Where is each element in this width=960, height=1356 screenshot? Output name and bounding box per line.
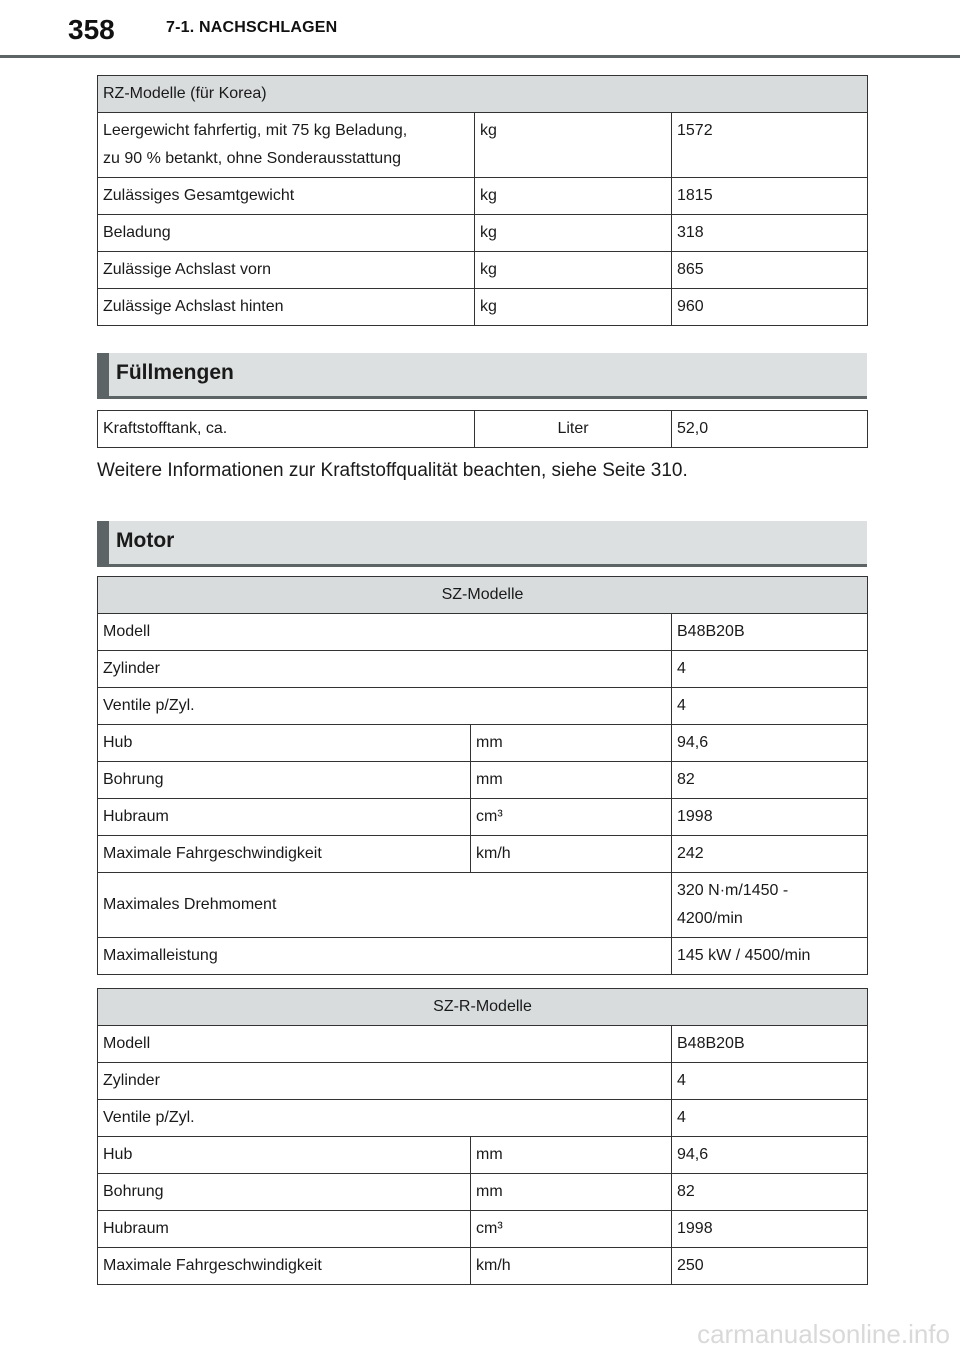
section-title: Motor	[116, 529, 175, 552]
table-cell-label: Maximale Fahrgeschwindigkeit	[98, 836, 471, 873]
table-header-row	[98, 577, 868, 614]
table-header: RZ-Modelle (für Korea)	[98, 76, 868, 113]
sz-engine-table	[97, 576, 868, 975]
section-accent-bar	[97, 521, 109, 564]
chapter-title: 7-1. NACHSCHLAGEN	[166, 19, 338, 36]
table-cell-label: Zylinder	[98, 651, 672, 688]
table-cell-value: 94,6	[672, 1137, 868, 1174]
table-cell-unit: km/h	[471, 1248, 672, 1285]
table-row	[98, 1211, 868, 1248]
table-row	[98, 113, 868, 178]
table-cell-value: 1998	[672, 1211, 868, 1248]
table-cell-label: Modell	[98, 614, 672, 651]
table-cell-value: 4	[672, 688, 868, 725]
table-cell-label: Hub	[98, 725, 471, 762]
table-cell-unit: mm	[471, 1137, 672, 1174]
table-cell-label: Beladung	[98, 215, 475, 252]
table-cell-label: Hubraum	[98, 1211, 471, 1248]
table-cell-unit: kg	[475, 215, 672, 252]
table-row	[98, 651, 868, 688]
table-cell-label: Zulässige Achslast vorn	[98, 252, 475, 289]
table-row	[98, 614, 868, 651]
section-heading-fuellmengen	[97, 353, 867, 399]
table-cell-unit: mm	[471, 762, 672, 799]
table-cell-value: 1572	[672, 113, 868, 178]
table-row	[98, 1174, 868, 1211]
table-cell-value: 1815	[672, 178, 868, 215]
table-cell-value: 52,0	[672, 411, 868, 448]
table-cell-value: 4	[672, 1063, 868, 1100]
table-cell-value: 4	[672, 651, 868, 688]
site-watermark: carmanualsonline.info	[697, 1319, 950, 1349]
table-row	[98, 1248, 868, 1285]
table-cell-value: 960	[672, 289, 868, 326]
table-cell-label: Hub	[98, 1137, 471, 1174]
section-title: Füllmengen	[116, 361, 234, 384]
table-row	[98, 1063, 868, 1100]
table-cell-label: Bohrung	[98, 1174, 471, 1211]
table-cell-value: 94,6	[672, 725, 868, 762]
table-cell-value: 4	[672, 1100, 868, 1137]
table-cell-label: Maximale Fahrgeschwindigkeit	[98, 1248, 471, 1285]
table-cell-unit: kg	[475, 289, 672, 326]
label-line-2: zu 90 % betankt, ohne Sonderausstattung	[103, 150, 401, 167]
table-cell-label: Ventile p/Zyl.	[98, 1100, 672, 1137]
value-line-1: 320 N·m/1450 -	[677, 882, 789, 899]
table-cell-label: Zylinder	[98, 1063, 672, 1100]
table-row	[98, 1026, 868, 1063]
table-row	[98, 725, 868, 762]
table-row	[98, 178, 868, 215]
label-line-1: Leergewicht fahrfertig, mit 75 kg Beladung,	[103, 122, 408, 139]
table-cell-value: 82	[672, 1174, 868, 1211]
table-cell-value: 865	[672, 252, 868, 289]
table-cell-value: 242	[672, 836, 868, 873]
table-row	[98, 252, 868, 289]
table-cell-unit: cm³	[471, 1211, 672, 1248]
table-cell-value: 82	[672, 762, 868, 799]
table-cell-value: 250	[672, 1248, 868, 1285]
fuel-quality-note: Weitere Informationen zur Kraftstoffqualität beachten, siehe Seite 310.	[97, 460, 688, 481]
table-header: SZ-R-Modelle	[98, 989, 868, 1026]
table-cell-value: 318	[672, 215, 868, 252]
table-cell-unit: mm	[471, 725, 672, 762]
table-cell-unit: kg	[475, 113, 672, 178]
page-header	[0, 0, 960, 62]
table-cell-label: Modell	[98, 1026, 672, 1063]
table-row	[98, 799, 868, 836]
section-accent-bar	[97, 353, 109, 396]
szr-engine-table	[97, 988, 868, 1285]
table-row	[98, 215, 868, 252]
fuel-capacity-table	[97, 410, 868, 448]
table-header: SZ-Modelle	[98, 577, 868, 614]
table-cell-label	[98, 113, 475, 178]
header-divider	[0, 55, 960, 58]
table-cell-unit: mm	[471, 1174, 672, 1211]
table-cell-label: Zulässige Achslast hinten	[98, 289, 475, 326]
table-cell-value: B48B20B	[672, 1026, 868, 1063]
table-row	[98, 289, 868, 326]
table-cell-label: Maximales Drehmoment	[98, 873, 672, 938]
table-cell-label: Zulässiges Gesamtgewicht	[98, 178, 475, 215]
table-cell-unit: km/h	[471, 836, 672, 873]
table-header-row	[98, 76, 868, 113]
table-row	[98, 938, 868, 975]
table-cell-value: B48B20B	[672, 614, 868, 651]
table-row	[98, 836, 868, 873]
table-cell-label: Maximalleistung	[98, 938, 672, 975]
table-cell-value	[672, 873, 868, 938]
rz-weights-table	[97, 75, 868, 326]
table-row	[98, 411, 868, 448]
table-row	[98, 873, 868, 938]
table-cell-value: 1998	[672, 799, 868, 836]
table-cell-unit: kg	[475, 178, 672, 215]
table-row	[98, 1137, 868, 1174]
table-cell-unit: kg	[475, 252, 672, 289]
table-cell-label: Hubraum	[98, 799, 471, 836]
page-number: 358	[68, 14, 115, 45]
table-row	[98, 688, 868, 725]
table-cell-label: Ventile p/Zyl.	[98, 688, 672, 725]
section-heading-motor	[97, 521, 867, 567]
table-cell-value: 145 kW / 4500/min	[672, 938, 868, 975]
value-line-2: 4200/min	[677, 910, 743, 927]
table-cell-label: Bohrung	[98, 762, 471, 799]
table-cell-label: Kraftstofftank, ca.	[98, 411, 475, 448]
table-row	[98, 1100, 868, 1137]
table-cell-unit: Liter	[475, 411, 672, 448]
table-header-row	[98, 989, 868, 1026]
table-cell-unit: cm³	[471, 799, 672, 836]
table-row	[98, 762, 868, 799]
